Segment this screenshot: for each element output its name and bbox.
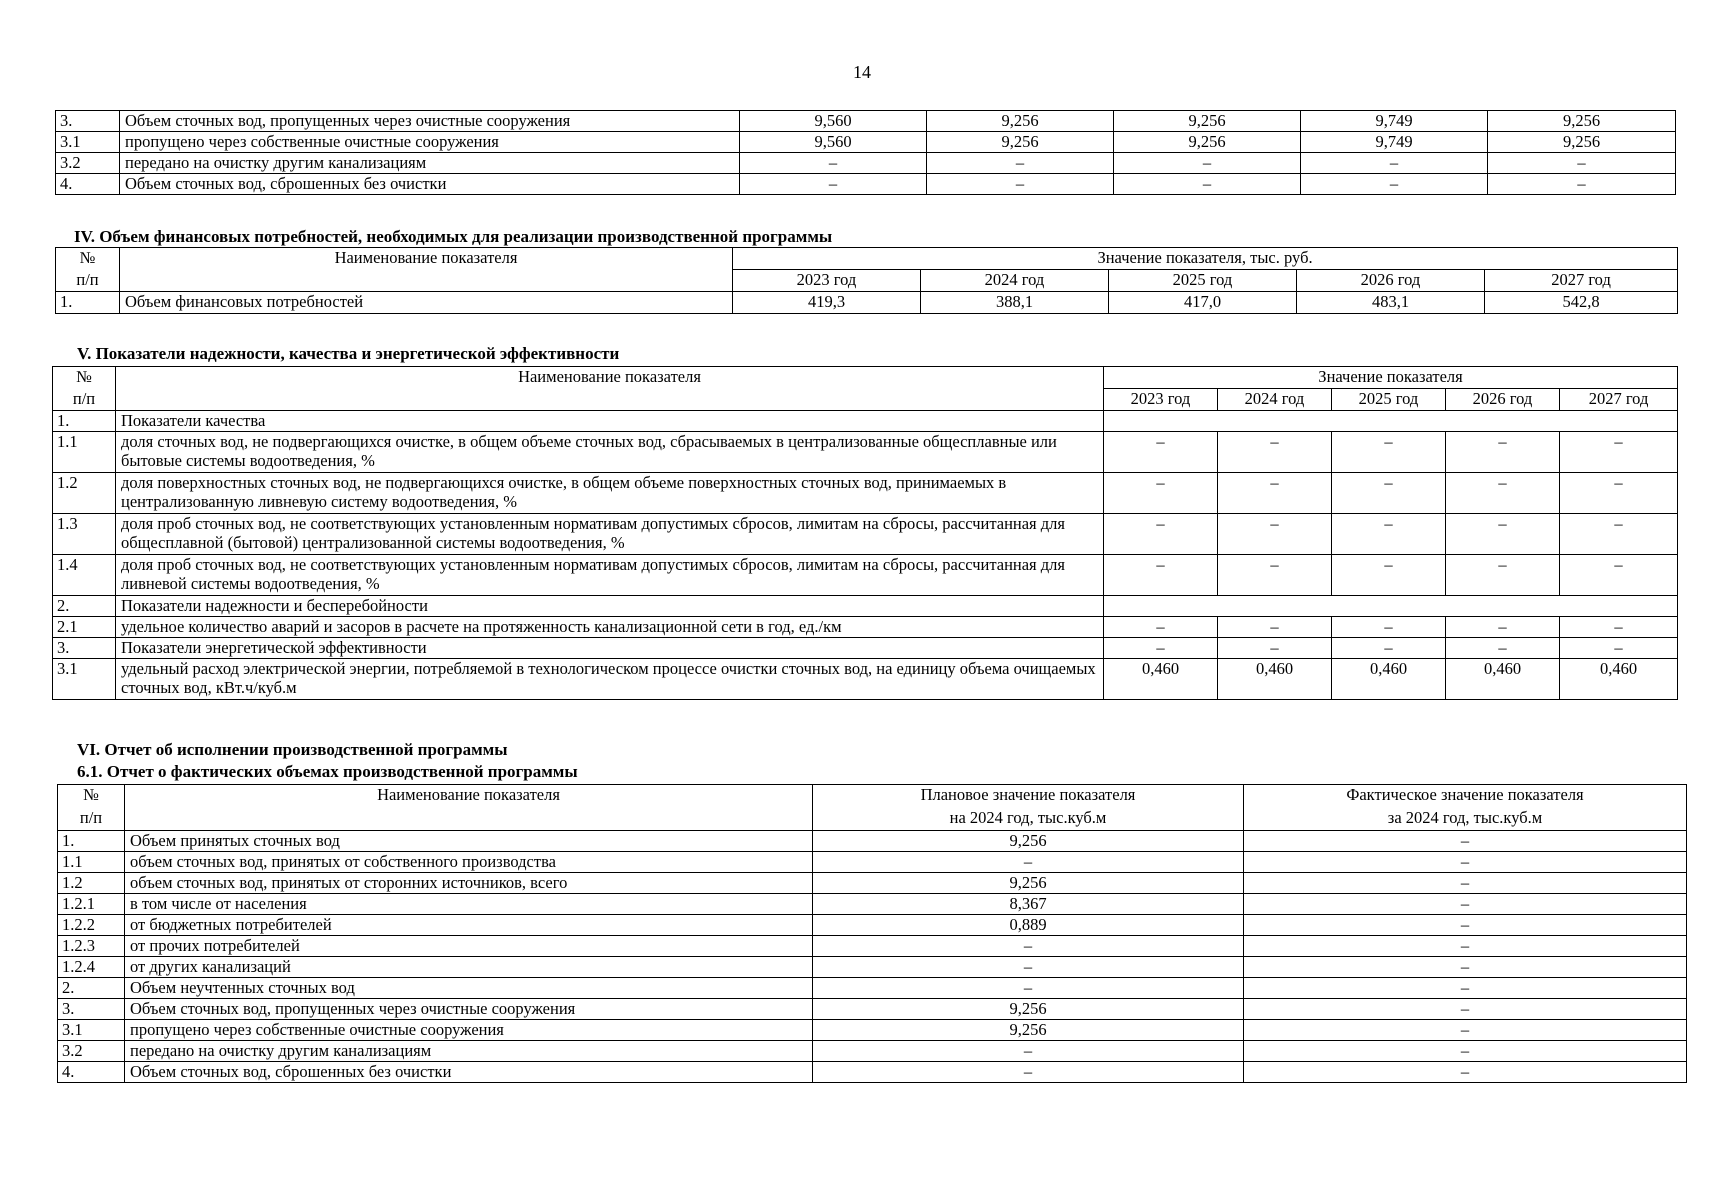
row-plan: – [813, 936, 1244, 957]
row-value: – [1301, 153, 1488, 174]
row-value: 0,460 [1104, 659, 1218, 700]
year-header: 2027 год [1485, 270, 1678, 292]
table-row [53, 432, 1678, 473]
header-name-spacer [125, 808, 813, 831]
header-name: Наименование показателя [116, 367, 1104, 389]
row-name: доля проб сточных вод, не соответствующих установленным нормативам допустимых сбросов, лимитам на сбросы, рассчитанная для общесплавной (бытовой) централизованной системы водоотведения, % [116, 514, 1104, 555]
row-value: – [1446, 638, 1560, 659]
table-row [58, 978, 1687, 999]
row-number: 3.2 [56, 153, 120, 174]
row-value: – [1560, 638, 1678, 659]
row-number: 3. [58, 999, 125, 1020]
row-fact: – [1244, 1041, 1687, 1062]
row-value: – [1488, 174, 1676, 195]
row-fact: – [1244, 852, 1687, 873]
row-number: 1. [56, 292, 120, 314]
row-value: 9,560 [740, 132, 927, 153]
row-value: – [1104, 555, 1218, 596]
row-value: – [927, 153, 1114, 174]
row-fact: – [1244, 1062, 1687, 1083]
year-header: 2023 год [1104, 389, 1218, 411]
row-number: 1. [58, 831, 125, 852]
row-value: 9,749 [1301, 111, 1488, 132]
table-row [58, 1062, 1687, 1083]
row-value: – [1218, 555, 1332, 596]
row-value: – [1488, 153, 1676, 174]
financial-needs-table [55, 247, 1678, 314]
row-number: 1.4 [53, 555, 116, 596]
row-value: – [1446, 617, 1560, 638]
row-value: 9,256 [1488, 111, 1676, 132]
row-value: – [1332, 514, 1446, 555]
table-row [53, 473, 1678, 514]
table-row [56, 132, 1676, 153]
table-row [56, 174, 1676, 195]
row-fact: – [1244, 957, 1687, 978]
table-row [58, 894, 1687, 915]
row-name: Показатели энергетической эффективности [116, 638, 1104, 659]
row-name: доля проб сточных вод, не соответствующих установленным нормативам допустимых сбросов, лимитам на сбросы, рассчитанная для ливневой системы водоотведения, % [116, 555, 1104, 596]
row-plan: – [813, 852, 1244, 873]
row-value: 9,256 [927, 132, 1114, 153]
row-number: 1.2 [53, 473, 116, 514]
row-value: – [1560, 555, 1678, 596]
row-value: – [1104, 638, 1218, 659]
row-plan: 9,256 [813, 999, 1244, 1020]
row-name: удельное количество аварий и засоров в расчете на протяженность канализационной сети в год, ед./км [116, 617, 1104, 638]
row-value: 9,256 [927, 111, 1114, 132]
header-num-pp: п/п [58, 808, 125, 831]
row-value: – [740, 153, 927, 174]
row-value: – [1446, 432, 1560, 473]
table-row [53, 555, 1678, 596]
row-name: от бюджетных потребителей [125, 915, 813, 936]
row-name: в том числе от населения [125, 894, 813, 915]
table-row [58, 852, 1687, 873]
row-value: 419,3 [733, 292, 921, 314]
section-6-1-subtitle: 6.1. Отчет о фактических объемах производственной программы [77, 762, 578, 781]
row-number: 1.1 [53, 432, 116, 473]
row-value: – [1301, 174, 1488, 195]
table-row [53, 514, 1678, 555]
production-report-table [57, 784, 1687, 1083]
row-value: – [1332, 473, 1446, 514]
row-number: 1.2.3 [58, 936, 125, 957]
row-fact: – [1244, 831, 1687, 852]
section-4-title: IV. Объем финансовых потребностей, необходимых для реализации производственной программы [74, 227, 833, 246]
row-value-empty [1104, 596, 1678, 617]
table-row [53, 659, 1678, 700]
table-row [58, 873, 1687, 894]
year-header: 2024 год [921, 270, 1109, 292]
table-row [56, 111, 1676, 132]
row-value: – [927, 174, 1114, 195]
row-value: – [1218, 473, 1332, 514]
header-fact: Фактическое значение показателя [1244, 785, 1687, 808]
row-value: 9,256 [1114, 132, 1301, 153]
row-value: 388,1 [921, 292, 1109, 314]
row-value: – [1446, 514, 1560, 555]
row-number: 2. [53, 596, 116, 617]
row-name: Показатели качества [116, 411, 1104, 432]
page-number: 14 [853, 62, 871, 82]
header-plan: Плановое значение показателя [813, 785, 1244, 808]
row-value: – [1114, 174, 1301, 195]
table-row [58, 999, 1687, 1020]
row-name: Объем принятых сточных вод [125, 831, 813, 852]
row-value: – [1332, 617, 1446, 638]
row-number: 4. [58, 1062, 125, 1083]
row-value: 9,560 [740, 111, 927, 132]
row-value: – [1446, 555, 1560, 596]
table-row [58, 831, 1687, 852]
section-6-title: VI. Отчет об исполнении производственной программы [77, 740, 508, 759]
row-fact: – [1244, 978, 1687, 999]
row-value: – [1332, 638, 1446, 659]
row-plan: 9,256 [813, 831, 1244, 852]
row-plan: – [813, 1062, 1244, 1083]
table-row [56, 153, 1676, 174]
row-value: – [1218, 432, 1332, 473]
row-name: пропущено через собственные очистные сооружения [125, 1020, 813, 1041]
row-number: 3.1 [56, 132, 120, 153]
year-header: 2024 год [1218, 389, 1332, 411]
year-header: 2025 год [1109, 270, 1297, 292]
row-name: от других канализаций [125, 957, 813, 978]
table-row [53, 638, 1678, 659]
row-name: объем сточных вод, принятых от собственного производства [125, 852, 813, 873]
row-plan: 8,367 [813, 894, 1244, 915]
row-name: Объем неучтенных сточных вод [125, 978, 813, 999]
row-value: 9,256 [1488, 132, 1676, 153]
row-value: 0,460 [1560, 659, 1678, 700]
row-value: 0,460 [1218, 659, 1332, 700]
row-value: – [1332, 555, 1446, 596]
row-name: передано на очистку другим канализациям [125, 1041, 813, 1062]
row-value: – [1560, 514, 1678, 555]
row-number: 3.2 [58, 1041, 125, 1062]
row-number: 1.2 [58, 873, 125, 894]
row-number: 3.1 [53, 659, 116, 700]
row-fact: – [1244, 936, 1687, 957]
row-number: 2. [58, 978, 125, 999]
table-row [53, 596, 1678, 617]
header-num-pp: п/п [53, 389, 116, 411]
row-value: 0,460 [1332, 659, 1446, 700]
row-value: – [1218, 617, 1332, 638]
row-value: – [1218, 638, 1332, 659]
table-row [58, 1020, 1687, 1041]
row-name: Показатели надежности и бесперебойности [116, 596, 1104, 617]
row-name: передано на очистку другим канализациям [120, 153, 740, 174]
reliability-indicators-table [52, 366, 1678, 700]
header-name-spacer [120, 270, 733, 292]
row-value: – [1332, 432, 1446, 473]
row-value: – [1114, 153, 1301, 174]
year-header: 2026 год [1297, 270, 1485, 292]
row-number: 1.2.2 [58, 915, 125, 936]
row-value-empty [1104, 411, 1678, 432]
row-fact: – [1244, 873, 1687, 894]
table-row [53, 617, 1678, 638]
row-fact: – [1244, 915, 1687, 936]
row-name: Объем сточных вод, пропущенных через очистные сооружения [125, 999, 813, 1020]
header-num: № [53, 367, 116, 389]
row-number: 1.3 [53, 514, 116, 555]
row-number: 4. [56, 174, 120, 195]
row-value: 417,0 [1109, 292, 1297, 314]
row-value: 0,460 [1446, 659, 1560, 700]
row-fact: – [1244, 894, 1687, 915]
header-value: Значение показателя, тыс. руб. [733, 248, 1678, 270]
row-value: 9,256 [1114, 111, 1301, 132]
row-plan: – [813, 978, 1244, 999]
volumes-table-continuation [55, 110, 1676, 195]
row-value: 542,8 [1485, 292, 1678, 314]
year-header: 2023 год [733, 270, 921, 292]
row-number: 1.2.1 [58, 894, 125, 915]
row-number: 3. [53, 638, 116, 659]
row-fact: – [1244, 1020, 1687, 1041]
row-name: Объем сточных вод, сброшенных без очистки [125, 1062, 813, 1083]
row-number: 3.1 [58, 1020, 125, 1041]
header-num [56, 248, 120, 270]
row-name: Объем сточных вод, сброшенных без очистки [120, 174, 740, 195]
header-name-spacer [116, 389, 1104, 411]
table-row [56, 292, 1678, 314]
row-value: – [1104, 617, 1218, 638]
header-value: Значение показателя [1104, 367, 1678, 389]
header-num-line1: № [79, 248, 96, 267]
row-value: – [1446, 473, 1560, 514]
year-header: 2025 год [1332, 389, 1446, 411]
table-row [58, 1041, 1687, 1062]
section-5-title: V. Показатели надежности, качества и энергетической эффективности [77, 344, 620, 363]
row-value: – [1560, 432, 1678, 473]
table-row [53, 411, 1678, 432]
row-name: доля сточных вод, не подвергающихся очистке, в общем объеме сточных вод, сбрасываемых в централизованные общесплавные или бытовые системы водоотведения, % [116, 432, 1104, 473]
row-number: 1. [53, 411, 116, 432]
row-plan: – [813, 1041, 1244, 1062]
row-name: доля поверхностных сточных вод, не подвергающихся очистке, в общем объеме поверхностных сточных вод, принимаемых в централизованную ливневую систему водоотведения, % [116, 473, 1104, 514]
row-name: от прочих потребителей [125, 936, 813, 957]
row-value: – [1560, 473, 1678, 514]
row-number: 3. [56, 111, 120, 132]
year-header: 2027 год [1560, 389, 1678, 411]
year-header: 2026 год [1446, 389, 1560, 411]
row-value: – [1218, 514, 1332, 555]
row-plan: – [813, 957, 1244, 978]
row-value: 9,749 [1301, 132, 1488, 153]
row-name: объем сточных вод, принятых от сторонних источников, всего [125, 873, 813, 894]
row-plan: 0,889 [813, 915, 1244, 936]
row-number: 1.2.4 [58, 957, 125, 978]
header-name: Наименование показателя [120, 248, 733, 270]
row-value: – [1104, 432, 1218, 473]
header-num-pp: п/п [56, 270, 120, 292]
row-plan: 9,256 [813, 873, 1244, 894]
row-name: Объем финансовых потребностей [120, 292, 733, 314]
row-number: 1.1 [58, 852, 125, 873]
row-name: Объем сточных вод, пропущенных через очистные сооружения [120, 111, 740, 132]
row-name: удельный расход электрической энергии, потребляемой в технологическом процессе очистки сточных вод, на единицу объема очищаемых сточных вод, кВт.ч/куб.м [116, 659, 1104, 700]
table-row [58, 957, 1687, 978]
header-fact-unit: за 2024 год, тыс.куб.м [1244, 808, 1687, 831]
row-number: 2.1 [53, 617, 116, 638]
row-value: – [1104, 473, 1218, 514]
row-value: – [1104, 514, 1218, 555]
row-value: – [740, 174, 927, 195]
header-plan-unit: на 2024 год, тыс.куб.м [813, 808, 1244, 831]
row-fact: – [1244, 999, 1687, 1020]
header-num: № [58, 785, 125, 808]
row-name: пропущено через собственные очистные сооружения [120, 132, 740, 153]
table-row [58, 915, 1687, 936]
header-name: Наименование показателя [125, 785, 813, 808]
row-plan: 9,256 [813, 1020, 1244, 1041]
table-row [58, 936, 1687, 957]
row-value: 483,1 [1297, 292, 1485, 314]
row-value: – [1560, 617, 1678, 638]
